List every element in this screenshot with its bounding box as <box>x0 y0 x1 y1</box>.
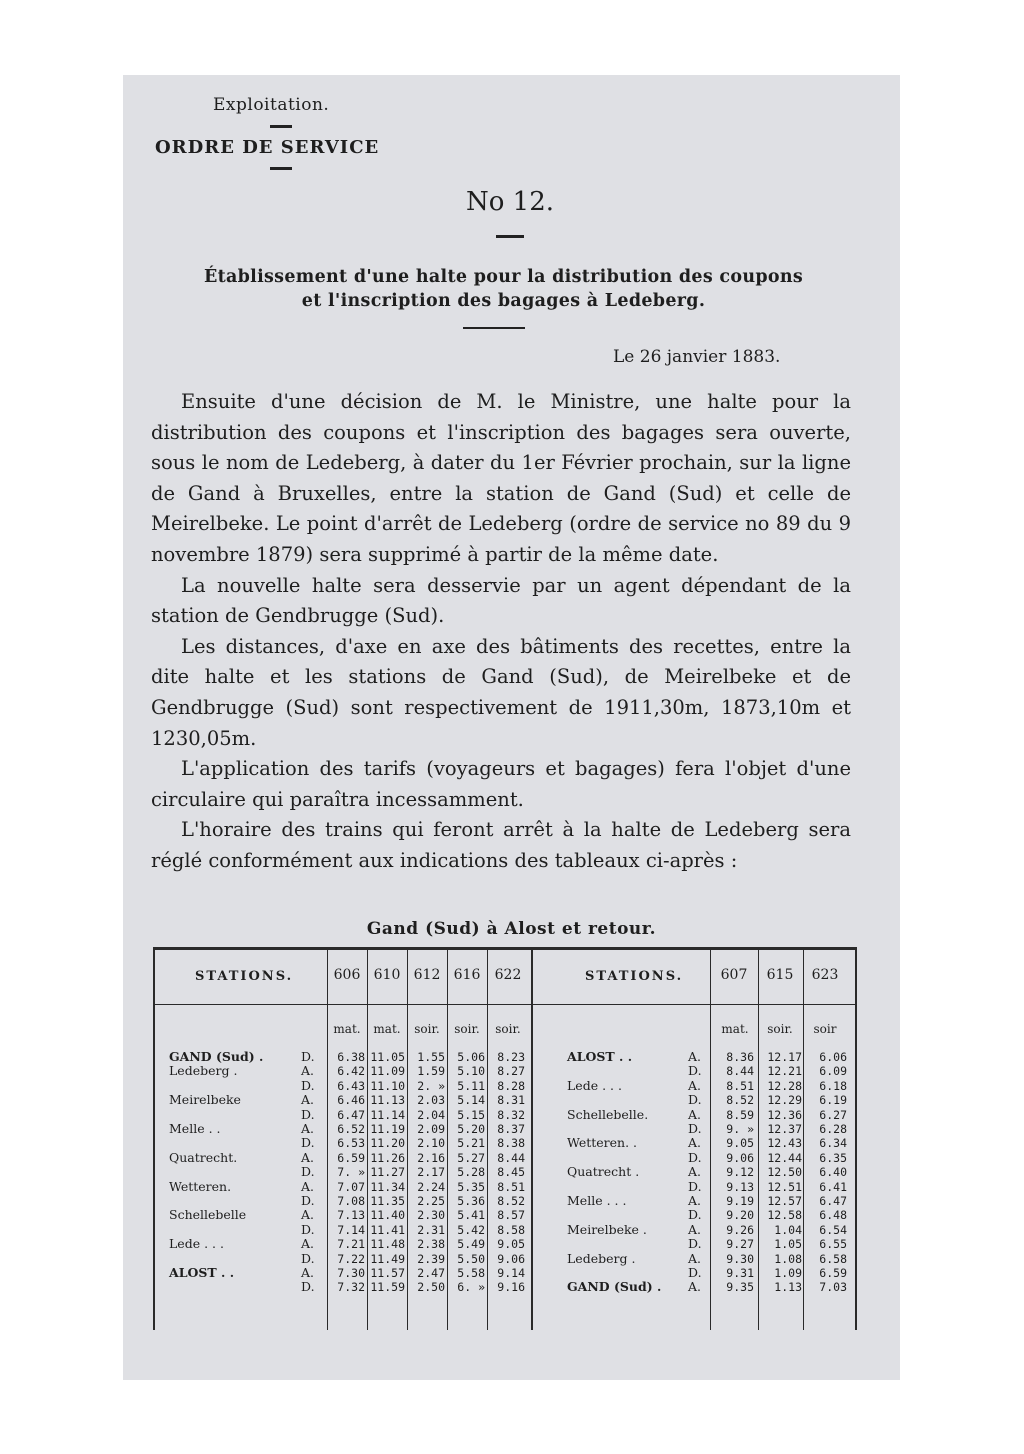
time-cell: 11.48 <box>370 1237 405 1252</box>
timetable <box>153 947 857 1330</box>
time-cell: 11.35 <box>370 1194 405 1208</box>
time-cell: 12.17 <box>767 1050 802 1064</box>
time-cell: 8.38 <box>497 1136 525 1151</box>
row-rule <box>155 1004 855 1005</box>
document-page <box>123 75 900 1380</box>
time-cell: 8.31 <box>497 1093 525 1108</box>
column-rule <box>327 950 328 1330</box>
station-name: Melle . . <box>169 1121 221 1136</box>
train-number: 616 <box>453 967 481 983</box>
time-cell: 2. » <box>417 1078 445 1093</box>
time-cell: 2.38 <box>417 1237 445 1252</box>
time-cell: 11.19 <box>370 1122 405 1136</box>
time-cell: 6. » <box>457 1280 485 1295</box>
time-cell: 8.51 <box>726 1078 754 1093</box>
period-label: soir. <box>767 1022 793 1036</box>
time-cell: 7.14 <box>337 1222 365 1237</box>
station-name: GAND (Sud) . <box>169 1049 264 1064</box>
train-number: 622 <box>494 967 522 983</box>
time-cell: 2.25 <box>417 1194 445 1208</box>
time-cell: 5.27 <box>457 1150 485 1165</box>
time-cell: 9.30 <box>726 1251 754 1266</box>
arrival-departure-code: D. <box>688 1121 702 1136</box>
subject-line-2: et l'inscription des bagages à Ledeberg. <box>301 291 706 311</box>
time-cell: 6.41 <box>819 1179 847 1194</box>
arrival-departure-code: D. <box>688 1265 702 1280</box>
time-cell: 5.35 <box>457 1179 485 1194</box>
time-cell: 12.44 <box>767 1150 802 1165</box>
arrival-departure-code: A. <box>301 1149 315 1165</box>
time-cell: 9.14 <box>497 1266 525 1280</box>
time-cell: 6.53 <box>337 1136 365 1151</box>
time-cell: 7.07 <box>337 1179 365 1194</box>
time-cell: 6.19 <box>819 1093 847 1108</box>
station-name: Meirelbeke <box>169 1092 241 1108</box>
time-cell: 12.29 <box>767 1093 802 1108</box>
station-name: GAND (Sud) . <box>567 1279 662 1295</box>
arrival-departure-code: D. <box>688 1178 702 1194</box>
time-cell: 6.09 <box>819 1064 847 1079</box>
time-cell: 2.47 <box>417 1266 445 1280</box>
time-cell: 5.06 <box>457 1050 485 1064</box>
train-number: 615 <box>766 967 794 983</box>
dateline: Le 26 janvier 1883. <box>613 347 781 367</box>
time-cell: 6.54 <box>819 1222 847 1237</box>
time-cell: 11.09 <box>370 1064 405 1079</box>
time-cell: 2.30 <box>417 1208 445 1223</box>
time-cell: 6.40 <box>819 1165 847 1180</box>
column-rule <box>531 950 533 1330</box>
station-name: Lede . . . <box>567 1077 622 1093</box>
arrival-departure-code: D. <box>301 1077 315 1093</box>
station-name: Meirelbeke . <box>567 1221 647 1237</box>
time-cell: 8.28 <box>497 1078 525 1093</box>
arrival-departure-code: A. <box>688 1250 702 1266</box>
order-title: ORDRE DE SERVICE <box>155 137 380 158</box>
train-number: 612 <box>413 967 441 983</box>
time-cell: 5.20 <box>457 1122 485 1136</box>
divider <box>270 125 292 128</box>
column-rule <box>367 950 368 1330</box>
time-cell: 11.10 <box>370 1078 405 1093</box>
arrival-departure-code: A. <box>301 1236 315 1252</box>
time-cell: 11.05 <box>370 1050 405 1064</box>
station-name: Melle . . . <box>567 1193 627 1208</box>
time-cell: 11.34 <box>370 1179 405 1194</box>
time-cell: 6.47 <box>819 1194 847 1208</box>
station-name: Ledeberg . <box>169 1063 238 1079</box>
time-cell: 12.50 <box>767 1165 802 1180</box>
time-cell: 6.46 <box>337 1093 365 1108</box>
time-cell: 6.27 <box>819 1107 847 1122</box>
time-cell: 9.05 <box>726 1136 754 1151</box>
time-cell: 11.57 <box>370 1266 405 1280</box>
time-cell: 9.19 <box>726 1194 754 1208</box>
time-cell: 8.52 <box>726 1093 754 1108</box>
time-cell: 7.30 <box>337 1266 365 1280</box>
time-cell: 2.31 <box>417 1222 445 1237</box>
column-rule <box>710 950 711 1330</box>
time-cell: 2.10 <box>417 1136 445 1151</box>
time-cell: 6.06 <box>819 1050 847 1064</box>
time-cell: 12.43 <box>767 1136 802 1151</box>
arrival-departure-code: A. <box>688 1221 702 1237</box>
period-label: soir. <box>454 1022 480 1036</box>
arrival-departure-code: A. <box>688 1077 702 1093</box>
arrival-departure-code: D. <box>301 1135 315 1151</box>
station-name: Wetteren. <box>169 1178 232 1194</box>
time-cell: 9. » <box>726 1122 754 1136</box>
arrival-departure-code: A. <box>301 1207 315 1223</box>
arrival-departure-code: D. <box>301 1279 315 1295</box>
time-cell: 5.58 <box>457 1266 485 1280</box>
column-rule <box>447 950 448 1330</box>
time-cell: 6.59 <box>337 1150 365 1165</box>
time-cell: 7.13 <box>337 1208 365 1223</box>
station-name: Lede . . . <box>169 1236 224 1252</box>
time-cell: 8.44 <box>497 1150 525 1165</box>
time-cell: 8.44 <box>726 1064 754 1079</box>
time-cell: 9.31 <box>726 1266 754 1280</box>
arrival-departure-code: D. <box>301 1221 315 1237</box>
arrival-departure-code: D. <box>301 1164 315 1180</box>
subject-line-1: Établissement d'une halte pour la distribution des coupons <box>203 267 804 287</box>
time-cell: 6.58 <box>819 1251 847 1266</box>
period-label: soir <box>813 1022 837 1036</box>
time-cell: 8.32 <box>497 1107 525 1122</box>
stations-header: STATIONS. <box>585 969 684 984</box>
time-cell: 1.05 <box>774 1237 802 1252</box>
arrival-departure-code: D. <box>688 1207 702 1223</box>
time-cell: 8.52 <box>497 1194 525 1208</box>
time-cell: 9.06 <box>497 1251 525 1266</box>
time-cell: 5.28 <box>457 1165 485 1180</box>
time-cell: 12.57 <box>767 1194 802 1208</box>
time-cell: 5.14 <box>457 1093 485 1108</box>
time-cell: 9.27 <box>726 1237 754 1252</box>
time-cell: 5.50 <box>457 1251 485 1266</box>
station-name: ALOST . . <box>169 1265 235 1280</box>
station-name: Quatrecht . <box>567 1164 640 1180</box>
arrival-departure-code: D. <box>301 1106 315 1122</box>
paragraph: L'application des tarifs (voyageurs et bagages) fera l'objet d'une circulaire qui paraîtra incessamment. <box>151 757 851 811</box>
time-cell: 6.43 <box>337 1078 365 1093</box>
column-rule <box>487 950 488 1330</box>
time-cell: 7.32 <box>337 1280 365 1295</box>
time-cell: 1.55 <box>417 1050 445 1064</box>
subject-heading <box>151 265 856 313</box>
time-cell: 5.15 <box>457 1107 485 1122</box>
order-number: No 12. <box>466 187 555 217</box>
train-number: 606 <box>333 967 361 983</box>
arrival-departure-code: A. <box>688 1279 702 1295</box>
time-cell: 2.09 <box>417 1122 445 1136</box>
time-cell: 9.13 <box>726 1179 754 1194</box>
time-cell: 1.59 <box>417 1064 445 1079</box>
column-rule <box>758 950 759 1330</box>
arrival-departure-code: D. <box>301 1250 315 1266</box>
time-cell: 2.17 <box>417 1165 445 1180</box>
arrival-departure-code: A. <box>688 1049 702 1064</box>
arrival-departure-code: A. <box>301 1063 315 1079</box>
time-cell: 9.35 <box>726 1280 754 1295</box>
time-cell: 11.40 <box>370 1208 405 1223</box>
column-rule <box>803 950 804 1330</box>
time-cell: 2.16 <box>417 1150 445 1165</box>
arrival-departure-code: A. <box>688 1106 702 1122</box>
time-cell: 6.42 <box>337 1064 365 1079</box>
period-label: mat. <box>373 1022 401 1036</box>
station-name: Wetteren. . <box>567 1135 638 1151</box>
time-cell: 5.10 <box>457 1064 485 1079</box>
arrival-departure-code: A. <box>301 1178 315 1194</box>
table-title: Gand (Sud) à Alost et retour. <box>366 919 657 939</box>
stations-header: STATIONS. <box>195 969 294 984</box>
time-cell: 8.57 <box>497 1208 525 1223</box>
time-cell: 11.59 <box>370 1280 405 1295</box>
time-cell: 5.49 <box>457 1237 485 1252</box>
station-name: ALOST . . <box>567 1049 633 1064</box>
time-cell: 2.39 <box>417 1251 445 1266</box>
time-cell: 9.05 <box>497 1237 525 1252</box>
time-cell: 1.13 <box>774 1280 802 1295</box>
time-cell: 12.28 <box>767 1078 802 1093</box>
time-cell: 8.36 <box>726 1050 754 1064</box>
time-cell: 9.26 <box>726 1222 754 1237</box>
time-cell: 11.27 <box>370 1165 405 1180</box>
station-name: Quatrecht. <box>169 1149 238 1165</box>
period-label: soir. <box>495 1022 521 1036</box>
time-cell: 6.28 <box>819 1122 847 1136</box>
arrival-departure-code: D. <box>301 1193 315 1208</box>
divider <box>463 327 525 329</box>
time-cell: 9.16 <box>497 1280 525 1295</box>
time-cell: 6.47 <box>337 1107 365 1122</box>
time-cell: 6.59 <box>819 1266 847 1280</box>
time-cell: 6.48 <box>819 1208 847 1223</box>
paragraph: La nouvelle halte sera desservie par un agent dépendant de la station de Gendbrugge (Sud). <box>151 573 851 628</box>
time-cell: 12.21 <box>767 1064 802 1079</box>
time-cell: 2.50 <box>417 1280 445 1295</box>
time-cell: 6.38 <box>337 1050 365 1064</box>
time-cell: 8.58 <box>497 1222 525 1237</box>
arrival-departure-code: A. <box>688 1135 702 1151</box>
time-cell: 2.04 <box>417 1107 445 1122</box>
time-cell: 5.42 <box>457 1222 485 1237</box>
time-cell: 7.22 <box>337 1251 365 1266</box>
time-cell: 12.37 <box>767 1122 802 1136</box>
time-cell: 2.24 <box>417 1179 445 1194</box>
time-cell: 12.36 <box>767 1107 802 1122</box>
time-cell: 6.52 <box>337 1122 365 1136</box>
time-cell: 1.04 <box>774 1222 802 1237</box>
time-cell: 7.03 <box>819 1280 847 1295</box>
time-cell: 8.27 <box>497 1064 525 1079</box>
arrival-departure-code: D. <box>688 1236 702 1252</box>
department-label: Exploitation. <box>213 95 330 115</box>
time-cell: 6.18 <box>819 1078 847 1093</box>
train-number: 623 <box>811 967 839 983</box>
station-name: Ledeberg . <box>567 1250 636 1266</box>
time-cell: 7.21 <box>337 1237 365 1252</box>
arrival-departure-code: D. <box>688 1149 702 1165</box>
time-cell: 2.03 <box>417 1093 445 1108</box>
arrival-departure-code: A. <box>301 1121 315 1136</box>
time-cell: 11.49 <box>370 1251 405 1266</box>
time-cell: 8.59 <box>726 1107 754 1122</box>
time-cell: 12.58 <box>767 1208 802 1223</box>
train-number: 610 <box>373 967 401 983</box>
time-cell: 8.37 <box>497 1122 525 1136</box>
time-cell: 11.14 <box>370 1107 405 1122</box>
arrival-departure-code: A. <box>688 1193 702 1208</box>
arrival-departure-code: D. <box>688 1063 702 1079</box>
station-name: Schellebelle <box>169 1207 247 1223</box>
time-cell: 8.51 <box>497 1179 525 1194</box>
arrival-departure-code: A. <box>301 1092 315 1108</box>
time-cell: 5.21 <box>457 1136 485 1151</box>
time-cell: 12.51 <box>767 1179 802 1194</box>
period-label: mat. <box>721 1022 749 1036</box>
time-cell: 5.11 <box>457 1078 485 1093</box>
time-cell: 6.55 <box>819 1237 847 1252</box>
station-name: Schellebelle. <box>567 1106 649 1122</box>
time-cell: 6.35 <box>819 1150 847 1165</box>
time-cell: 8.45 <box>497 1165 525 1180</box>
time-cell: 9.06 <box>726 1150 754 1165</box>
time-cell: 5.41 <box>457 1208 485 1223</box>
paragraph: Les distances, d'axe en axe des bâtiments des recettes, entre la dite halte et les stations de Gand (Sud), de Meirelbeke et de Gendbrugge (Sud) sont respectivement de 1911,30m, 1873,10m et 1230,05m. <box>151 634 851 750</box>
time-cell: 9.20 <box>726 1208 754 1223</box>
arrival-departure-code: D. <box>688 1092 702 1108</box>
paragraph: Ensuite d'une décision de M. le Ministre, une halte pour la distribution des coupons et l'inscription des bagages sera ouverte, sous le nom de Ledeberg, à dater du 1er Février prochain, sur la ligne de Gand à Bruxelles, entre la station de Gand (Sud) et celle de Meirelbeke. Le point d'arrêt de Ledeberg (ordre de service no 89 du 9 novembre 1879) sera supprimé à partir de la même date. <box>151 390 851 566</box>
divider <box>496 235 524 238</box>
arrival-departure-code: A. <box>688 1164 702 1180</box>
time-cell: 1.09 <box>774 1266 802 1280</box>
period-label: mat. <box>333 1022 361 1036</box>
column-rule <box>407 950 408 1330</box>
time-cell: 11.20 <box>370 1136 405 1151</box>
time-cell: 7.08 <box>337 1194 365 1208</box>
time-cell: 9.12 <box>726 1165 754 1180</box>
divider <box>270 167 292 170</box>
time-cell: 7. » <box>337 1165 365 1180</box>
time-cell: 6.34 <box>819 1136 847 1151</box>
period-label: soir. <box>414 1022 440 1036</box>
time-cell: 11.41 <box>370 1222 405 1237</box>
train-number: 607 <box>720 967 748 983</box>
arrival-departure-code: A. <box>301 1265 315 1280</box>
time-cell: 11.13 <box>370 1093 405 1108</box>
arrival-departure-code: D. <box>301 1049 315 1064</box>
time-cell: 5.36 <box>457 1194 485 1208</box>
paragraph: L'horaire des trains qui feront arrêt à la halte de Ledeberg sera réglé conformément aux indications des tableaux ci-après : <box>151 818 851 872</box>
body-text <box>151 387 851 877</box>
time-cell: 1.08 <box>774 1251 802 1266</box>
time-cell: 8.23 <box>497 1050 525 1064</box>
time-cell: 11.26 <box>370 1150 405 1165</box>
